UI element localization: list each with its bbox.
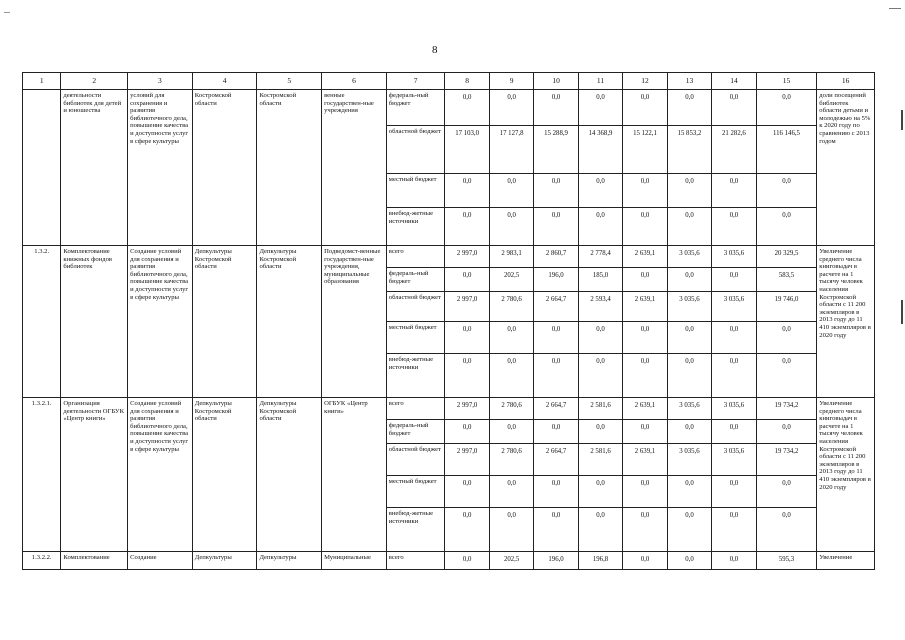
recipient: Подведомст-венные государствен-ные учреждения, муниципальные образования: [322, 246, 387, 398]
column-header: 9: [489, 73, 533, 90]
amount-cell: 0,0: [667, 208, 711, 246]
table-row: [23, 552, 875, 570]
amount-cell: 0,0: [534, 420, 578, 444]
amount-cell: 0,0: [667, 268, 711, 292]
table-row: [23, 398, 875, 420]
funding-source: федераль-ный бюджет: [386, 268, 445, 292]
amount-cell: 196,0: [534, 552, 578, 570]
amount-cell: 595,3: [756, 552, 817, 570]
funding-source: всего: [386, 398, 445, 420]
amount-cell: 0,0: [756, 174, 817, 208]
funding-source: внебюд-жетные источники: [386, 208, 445, 246]
amount-cell: 185,0: [578, 268, 622, 292]
amount-cell: 2 997,0: [445, 444, 489, 476]
amount-cell: 0,0: [489, 322, 533, 354]
amount-cell: 3 035,6: [712, 444, 756, 476]
column-header: 1: [23, 73, 61, 90]
amount-cell: 0,0: [712, 552, 756, 570]
activity-name: Комплектование книжных фондов библиотек: [61, 246, 128, 398]
amount-cell: 2 639,1: [623, 246, 667, 268]
amount-cell: 0,0: [445, 174, 489, 208]
amount-cell: 0,0: [534, 322, 578, 354]
amount-cell: 0,0: [712, 354, 756, 398]
amount-cell: 2 780,6: [489, 398, 533, 420]
amount-cell: 2 664,7: [534, 292, 578, 322]
amount-cell: 0,0: [445, 420, 489, 444]
funding-source: местный бюджет: [386, 476, 445, 508]
amount-cell: 0,0: [712, 322, 756, 354]
row-number: 1.3.2.1.: [23, 398, 61, 552]
amount-cell: 17 127,8: [489, 126, 533, 174]
amount-cell: 202,5: [489, 552, 533, 570]
funding-source: местный бюджет: [386, 322, 445, 354]
funding-source: областной бюджет: [386, 444, 445, 476]
amount-cell: 2 581,6: [578, 398, 622, 420]
amount-cell: 0,0: [445, 322, 489, 354]
column-header: 3: [128, 73, 193, 90]
funding-source: внебюд-жетные источники: [386, 508, 445, 552]
amount-cell: 0,0: [578, 90, 622, 126]
amount-cell: 0,0: [489, 476, 533, 508]
column-header: 14: [712, 73, 756, 90]
column-header: 15: [756, 73, 817, 90]
amount-cell: 0,0: [578, 322, 622, 354]
amount-cell: 0,0: [667, 420, 711, 444]
amount-cell: 3 035,6: [712, 246, 756, 268]
page-number: 8: [432, 44, 438, 56]
executor: Депкультуры Костромской области: [192, 246, 257, 398]
amount-cell: 0,0: [534, 508, 578, 552]
funding-source: федераль-ный бюджет: [386, 90, 445, 126]
amount-cell: 19 734,2: [756, 444, 817, 476]
amount-cell: 0,0: [667, 322, 711, 354]
amount-cell: 196,8: [578, 552, 622, 570]
amount-cell: 0,0: [445, 268, 489, 292]
budget-table: [22, 72, 875, 570]
amount-cell: 0,0: [534, 354, 578, 398]
amount-cell: 2 778,4: [578, 246, 622, 268]
activity-goal: Создание условий для сохранения и развития библиотечного дела, повышение качества и доступности услуг в сфере культуры: [128, 398, 193, 552]
scan-mark: [889, 8, 901, 9]
amount-cell: 0,0: [489, 354, 533, 398]
amount-cell: 3 035,6: [712, 398, 756, 420]
amount-cell: 0,0: [534, 90, 578, 126]
amount-cell: 0,0: [756, 322, 817, 354]
co-executor: Депкультуры Костромской области: [257, 398, 322, 552]
column-header: 13: [667, 73, 711, 90]
column-header: 12: [623, 73, 667, 90]
funding-source: всего: [386, 246, 445, 268]
target-indicator: Увеличение: [817, 552, 875, 570]
column-header: 2: [61, 73, 128, 90]
column-header: 8: [445, 73, 489, 90]
amount-cell: 0,0: [667, 476, 711, 508]
amount-cell: 0,0: [712, 476, 756, 508]
amount-cell: 0,0: [445, 90, 489, 126]
activity-goal: Создание условий для сохранения и развития библиотечного дела, повышение качества и доступности услуг в сфере культуры: [128, 246, 193, 398]
amount-cell: 0,0: [623, 322, 667, 354]
amount-cell: 3 035,6: [667, 398, 711, 420]
header-row: [23, 73, 875, 90]
amount-cell: 0,0: [667, 354, 711, 398]
amount-cell: 0,0: [623, 354, 667, 398]
amount-cell: 0,0: [667, 552, 711, 570]
amount-cell: 0,0: [623, 208, 667, 246]
column-header: 6: [322, 73, 387, 90]
table-row: [23, 90, 875, 126]
amount-cell: 17 103,0: [445, 126, 489, 174]
recipient: Муниципальные: [322, 552, 387, 570]
amount-cell: 0,0: [667, 508, 711, 552]
amount-cell: 3 035,6: [667, 246, 711, 268]
amount-cell: 116 146,5: [756, 126, 817, 174]
amount-cell: 2 639,1: [623, 292, 667, 322]
amount-cell: 0,0: [445, 476, 489, 508]
co-executor: Депкультуры Костромской области: [257, 246, 322, 398]
amount-cell: 0,0: [578, 476, 622, 508]
amount-cell: 0,0: [578, 508, 622, 552]
amount-cell: 0,0: [712, 420, 756, 444]
recipient: венные государствен-ные учреждения: [322, 90, 387, 246]
amount-cell: 0,0: [534, 208, 578, 246]
table-row: [23, 246, 875, 268]
funding-source: федераль-ный бюджет: [386, 420, 445, 444]
amount-cell: 0,0: [445, 354, 489, 398]
funding-source: внебюд-жетные источники: [386, 354, 445, 398]
amount-cell: 0,0: [445, 508, 489, 552]
funding-source: всего: [386, 552, 445, 570]
funding-source: областной бюджет: [386, 126, 445, 174]
amount-cell: 2 780,6: [489, 444, 533, 476]
executor: Депкультуры: [192, 552, 257, 570]
activity-name: Комплектование: [61, 552, 128, 570]
amount-cell: 0,0: [712, 174, 756, 208]
co-executor: Депкультуры: [257, 552, 322, 570]
amount-cell: 0,0: [712, 208, 756, 246]
amount-cell: 19 746,0: [756, 292, 817, 322]
amount-cell: 2 664,7: [534, 444, 578, 476]
amount-cell: 3 035,6: [667, 444, 711, 476]
recipient: ОГБУК «Центр книги»: [322, 398, 387, 552]
column-header: 7: [386, 73, 445, 90]
amount-cell: 0,0: [489, 208, 533, 246]
amount-cell: 2 997,0: [445, 292, 489, 322]
activity-name: Организация деятельности ОГБУК «Центр книги»: [61, 398, 128, 552]
amount-cell: 0,0: [756, 208, 817, 246]
row-number: [23, 90, 61, 246]
amount-cell: 0,0: [623, 508, 667, 552]
target-indicator: Увеличение среднего числа книговыдач в расчете на 1 тысячу человек населения Костромской области с 11 200 экземпляров в 2013 году до 11 410 экземпляров в 2020 году: [817, 398, 875, 552]
amount-cell: 0,0: [489, 420, 533, 444]
amount-cell: 2 997,0: [445, 398, 489, 420]
amount-cell: 20 329,5: [756, 246, 817, 268]
amount-cell: 0,0: [578, 420, 622, 444]
funding-source: местный бюджет: [386, 174, 445, 208]
executor: Депкультуры Костромской области: [192, 398, 257, 552]
amount-cell: 0,0: [445, 208, 489, 246]
amount-cell: 0,0: [623, 552, 667, 570]
amount-cell: 0,0: [578, 354, 622, 398]
amount-cell: 0,0: [712, 90, 756, 126]
amount-cell: 583,5: [756, 268, 817, 292]
target-indicator: Увеличение среднего числа книговыдач в расчете на 1 тысячу человек населения Костромской области с 11 200 экземпляров в 2013 году до 11 410 экземпляров в 2020 году: [817, 246, 875, 398]
amount-cell: 202,5: [489, 268, 533, 292]
amount-cell: 21 282,6: [712, 126, 756, 174]
column-header: 11: [578, 73, 622, 90]
activity-goal: Создание: [128, 552, 193, 570]
amount-cell: 3 035,6: [667, 292, 711, 322]
amount-cell: 2 664,7: [534, 398, 578, 420]
amount-cell: 0,0: [623, 420, 667, 444]
amount-cell: 0,0: [756, 90, 817, 126]
amount-cell: 14 368,9: [578, 126, 622, 174]
amount-cell: 2 639,1: [623, 398, 667, 420]
amount-cell: 2 860,7: [534, 246, 578, 268]
amount-cell: 0,0: [667, 90, 711, 126]
amount-cell: 0,0: [489, 90, 533, 126]
amount-cell: 3 035,6: [712, 292, 756, 322]
scan-edge: [901, 300, 903, 324]
amount-cell: 2 780,6: [489, 292, 533, 322]
amount-cell: 0,0: [445, 552, 489, 570]
amount-cell: 0,0: [534, 174, 578, 208]
scan-edge: [901, 110, 903, 130]
amount-cell: 0,0: [712, 268, 756, 292]
column-header: 10: [534, 73, 578, 90]
column-header: 16: [817, 73, 875, 90]
target-indicator: доли посещений библиотек области детьми и молодежью на 5% к 2020 году по сравнению с 2013 годом: [817, 90, 875, 246]
amount-cell: 15 122,1: [623, 126, 667, 174]
amount-cell: 2 639,1: [623, 444, 667, 476]
amount-cell: 0,0: [712, 508, 756, 552]
column-header: 4: [192, 73, 257, 90]
amount-cell: 2 593,4: [578, 292, 622, 322]
amount-cell: 0,0: [623, 268, 667, 292]
funding-source: областной бюджет: [386, 292, 445, 322]
amount-cell: 196,0: [534, 268, 578, 292]
amount-cell: 0,0: [623, 90, 667, 126]
amount-cell: 2 997,0: [445, 246, 489, 268]
row-number: 1.3.2.2.: [23, 552, 61, 570]
amount-cell: 0,0: [756, 420, 817, 444]
scan-mark: [4, 12, 10, 13]
co-executor: Костромской области: [257, 90, 322, 246]
amount-cell: 0,0: [578, 208, 622, 246]
amount-cell: 15 853,2: [667, 126, 711, 174]
executor: Костромской области: [192, 90, 257, 246]
amount-cell: 0,0: [534, 476, 578, 508]
amount-cell: 0,0: [623, 476, 667, 508]
row-number: 1.3.2.: [23, 246, 61, 398]
amount-cell: 0,0: [623, 174, 667, 208]
amount-cell: 0,0: [667, 174, 711, 208]
amount-cell: 0,0: [756, 508, 817, 552]
amount-cell: 15 288,9: [534, 126, 578, 174]
activity-goal: условий для сохранения и развития библиотечного дела, повышение качества и доступности услуг в сфере культуры: [128, 90, 193, 246]
amount-cell: 0,0: [489, 508, 533, 552]
amount-cell: 0,0: [756, 476, 817, 508]
amount-cell: 0,0: [578, 174, 622, 208]
amount-cell: 0,0: [756, 354, 817, 398]
amount-cell: 19 734,2: [756, 398, 817, 420]
amount-cell: 2 983,1: [489, 246, 533, 268]
activity-name: деятельности библиотек для детей и юношества: [61, 90, 128, 246]
amount-cell: 2 581,6: [578, 444, 622, 476]
amount-cell: 0,0: [489, 174, 533, 208]
column-header: 5: [257, 73, 322, 90]
